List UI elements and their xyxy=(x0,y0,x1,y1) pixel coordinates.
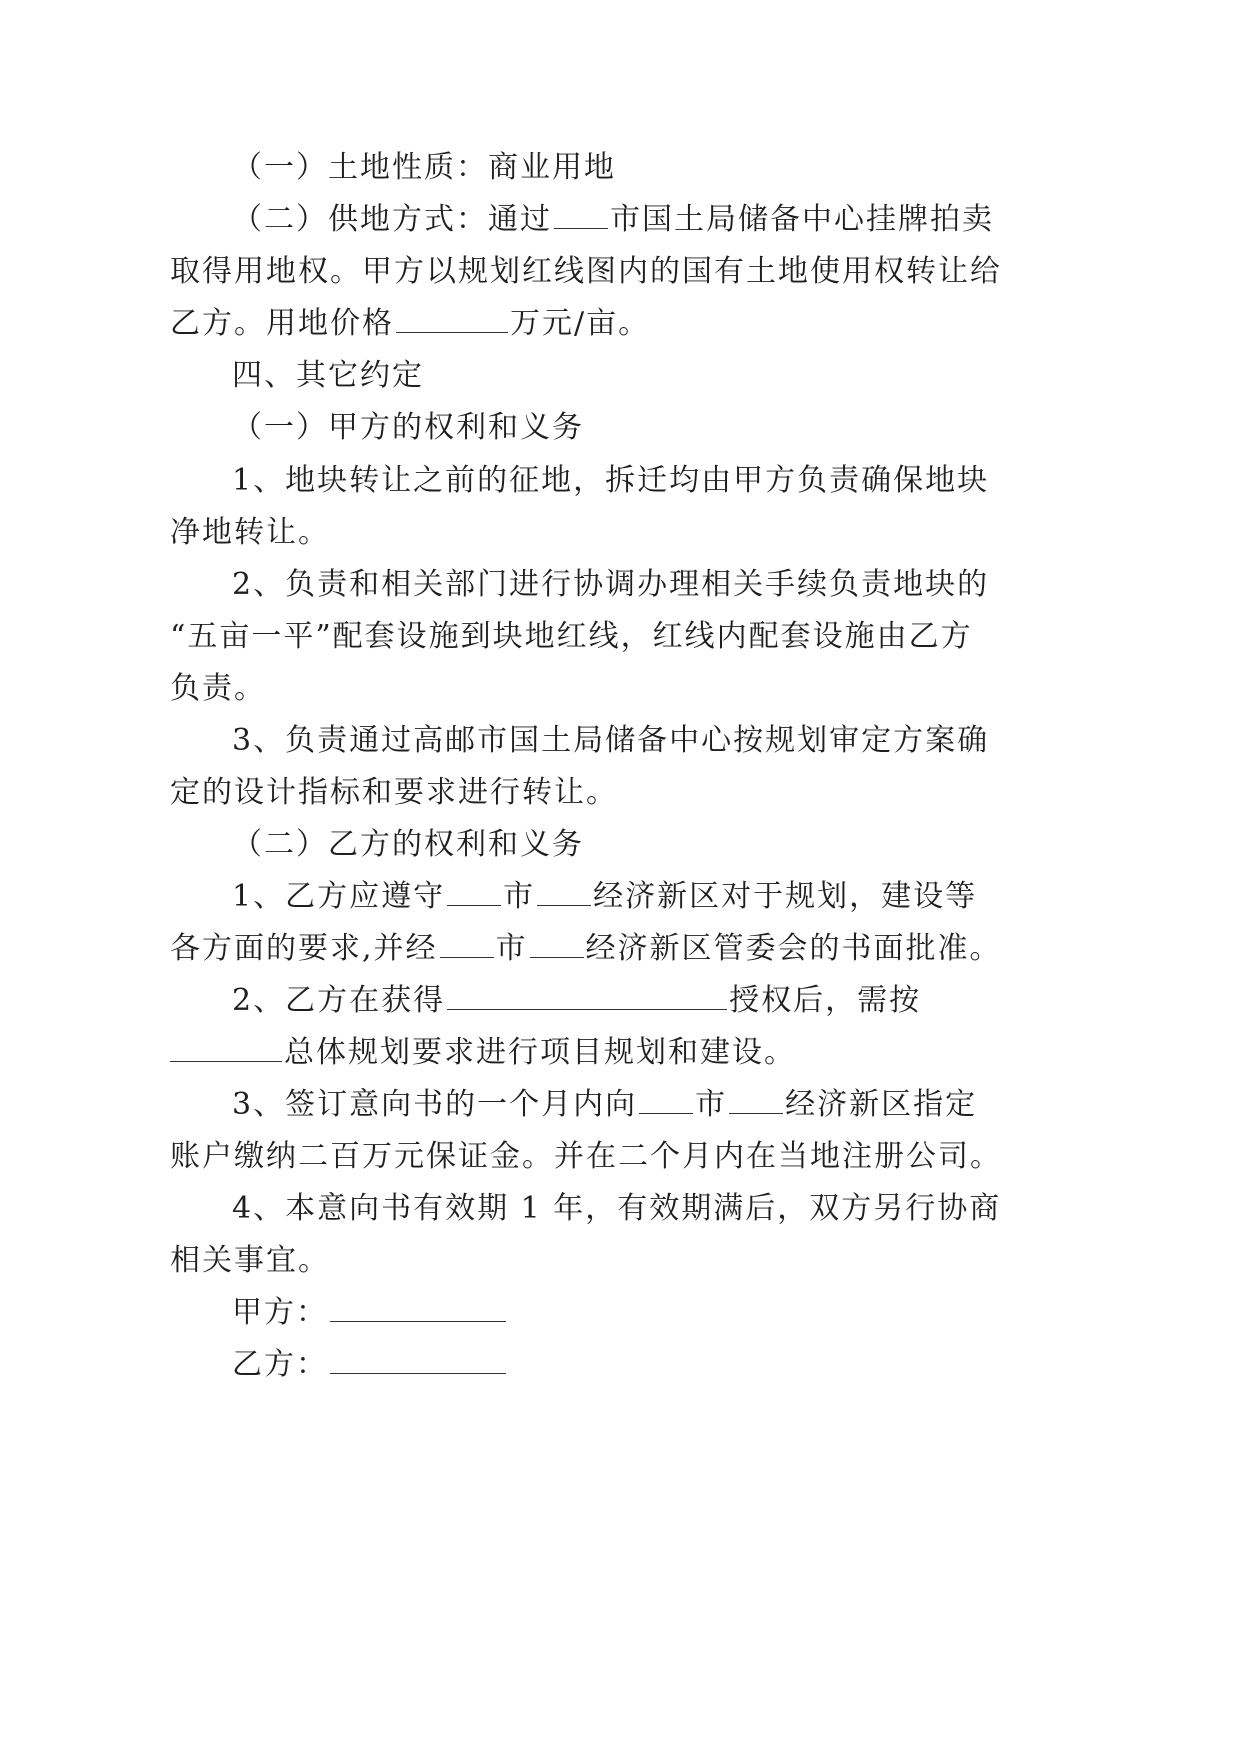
b-item1-text-e: 市 xyxy=(495,931,528,966)
city-blank xyxy=(554,200,608,229)
land-right-line xyxy=(170,252,1002,292)
land-price-text-b: 万元/亩。 xyxy=(510,306,651,341)
b-item1-line1 xyxy=(232,877,977,917)
b-item4-text2: 相关事宜。 xyxy=(170,1243,330,1278)
b-item3-line1 xyxy=(232,1085,977,1125)
a-item2-text2: “五亩一平”配套设施到块地红线，红线内配套设施由乙方 xyxy=(170,619,973,654)
party-b-rights-heading xyxy=(232,825,584,865)
supply-method-text-b: 市国土局储备中心挂牌拍卖 xyxy=(610,202,994,237)
zone-blank xyxy=(537,877,591,906)
land-right-text: 取得用地权。甲方以规划红线图内的国有土地使用权转让给 xyxy=(170,254,1002,289)
b-item2-text-c: 总体规划要求进行项目规划和建设。 xyxy=(284,1035,796,1070)
supply-method-line xyxy=(232,200,994,240)
b-item1-line2 xyxy=(170,929,1002,969)
city-blank xyxy=(639,1085,693,1114)
party-b-label: 乙方： xyxy=(232,1347,328,1382)
a-item2-line1 xyxy=(232,565,989,605)
authority-blank xyxy=(447,981,727,1010)
party-b-rights-text: （二）乙方的权利和义务 xyxy=(232,827,584,862)
land-nature-text: （一）土地性质：商业用地 xyxy=(232,150,616,185)
party-a-rights-heading xyxy=(232,408,584,448)
b-item4-line2 xyxy=(170,1241,330,1281)
b-item1-text-d: 各方面的要求,并经 xyxy=(170,931,438,966)
b-item3-text-d: 账户缴纳二百万元保证金。并在二个月内在当地注册公司。 xyxy=(170,1139,1002,1174)
a-item3-text2: 定的设计指标和要求进行转让。 xyxy=(170,775,618,810)
a-item2-line3 xyxy=(170,669,266,709)
a-item3-text1: 3、负责通过高邮市国土局储备中心按规划审定方案确 xyxy=(232,723,990,758)
b-item1-text-a: 1、乙方应遵守 xyxy=(232,879,446,914)
b-item4-text1: 4、本意向书有效期 1 年，有效期满后，双方另行协商 xyxy=(232,1191,1002,1226)
section-four-heading xyxy=(232,356,424,396)
b-item3-text-c: 经济新区指定 xyxy=(785,1087,978,1122)
a-item1-line2 xyxy=(170,513,330,553)
a-item2-text3: 负责。 xyxy=(170,671,266,706)
b-item3-line2 xyxy=(170,1137,1002,1177)
a-item3-line2 xyxy=(170,773,618,813)
b-item4-line1 xyxy=(232,1189,1001,1229)
b-item1-text-c: 经济新区对于规划，建设等 xyxy=(593,879,978,914)
b-item1-text-f: 经济新区管委会的书面批准。 xyxy=(585,931,1002,966)
party-a-signature-line xyxy=(232,1293,508,1333)
city-blank xyxy=(440,929,494,958)
a-item2-text1: 2、负责和相关部门进行协调办理相关手续负责地块的 xyxy=(232,567,990,602)
price-blank xyxy=(396,304,508,333)
b-item2-text-a: 2、乙方在获得 xyxy=(232,983,446,1018)
land-price-line xyxy=(170,304,650,344)
zone-blank xyxy=(530,929,584,958)
land-nature-line xyxy=(232,148,616,188)
party-b-signature-line xyxy=(232,1345,508,1385)
b-item3-text-b: 市 xyxy=(695,1087,728,1122)
party-a-label: 甲方： xyxy=(232,1295,328,1330)
b-item2-line1 xyxy=(232,981,921,1021)
zone-blank xyxy=(729,1085,783,1114)
section-four-text: 四、其它约定 xyxy=(232,358,424,393)
a-item1-line1 xyxy=(232,461,989,501)
supply-method-text-a: （二）供地方式：通过 xyxy=(232,202,552,237)
party-a-rights-text: （一）甲方的权利和义务 xyxy=(232,410,584,445)
a-item1-text1: 1、地块转让之前的征地，拆迁均由甲方负责确保地块 xyxy=(232,463,990,498)
a-item3-line1 xyxy=(232,721,989,761)
party-b-signature-blank xyxy=(330,1345,506,1374)
b-item2-text-b: 授权后，需按 xyxy=(729,983,922,1018)
party-a-signature-blank xyxy=(330,1293,506,1322)
city-blank xyxy=(447,877,501,906)
b-item2-line2 xyxy=(170,1033,796,1073)
a-item1-text2: 净地转让。 xyxy=(170,515,330,550)
b-item3-text-a: 3、签订意向书的一个月内向 xyxy=(232,1087,638,1122)
b-item1-text-b: 市 xyxy=(503,879,536,914)
land-price-text-a: 乙方。用地价格 xyxy=(170,306,394,341)
a-item2-line2 xyxy=(170,617,973,657)
plan-blank xyxy=(170,1033,282,1062)
